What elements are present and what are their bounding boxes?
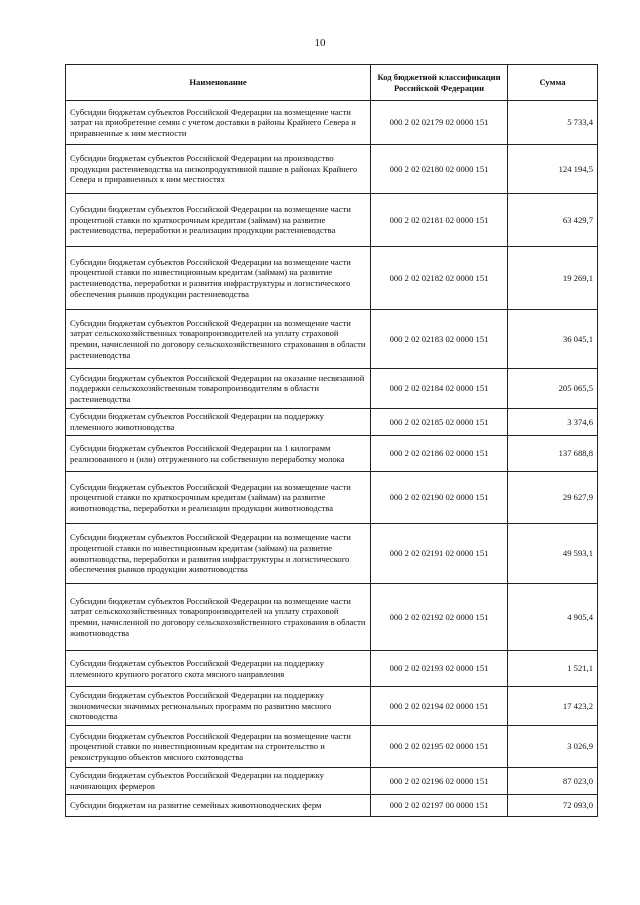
row-code: 000 2 02 02196 02 0000 151 <box>371 768 508 795</box>
budget-table <box>65 64 598 817</box>
table-row <box>66 795 598 817</box>
table-row <box>66 247 598 310</box>
table-row <box>66 726 598 768</box>
table-row <box>66 436 598 472</box>
column-header-name: Наименование <box>66 65 371 101</box>
row-code: 000 2 02 02190 02 0000 151 <box>371 472 508 524</box>
row-sum: 87 023,0 <box>508 768 598 795</box>
row-name: Субсидии бюджетам субъектов Российской Федерации на возмещение части процентной ставки по краткосрочным кредитам (займам) на развитие животноводства, переработки и реализации продукции животноводства <box>66 472 371 524</box>
row-name: Субсидии бюджетам субъектов Российской Федерации на поддержку начинающих фермеров <box>66 768 371 795</box>
row-code: 000 2 02 02182 02 0000 151 <box>371 247 508 310</box>
table-row <box>66 409 598 436</box>
row-sum: 29 627,9 <box>508 472 598 524</box>
row-sum: 124 194,5 <box>508 145 598 194</box>
table-row <box>66 584 598 651</box>
table-row <box>66 524 598 584</box>
table-row <box>66 472 598 524</box>
row-sum: 49 593,1 <box>508 524 598 584</box>
row-name: Субсидии бюджетам субъектов Российской Федерации на поддержку племенного животноводства <box>66 409 371 436</box>
row-sum: 63 429,7 <box>508 194 598 247</box>
row-name: Субсидии бюджетам субъектов Российской Федерации на оказание несвязанной поддержки сельскохозяйственным товаропроизводителям в области растениеводства <box>66 369 371 409</box>
row-code: 000 2 02 02191 02 0000 151 <box>371 524 508 584</box>
row-code: 000 2 02 02186 02 0000 151 <box>371 436 508 472</box>
row-sum: 4 905,4 <box>508 584 598 651</box>
row-name: Субсидии бюджетам субъектов Российской Федерации на производство продукции растениеводства на низкопродуктивной пашне в районах Крайнего Севера и приравненных к ним местностях <box>66 145 371 194</box>
row-code: 000 2 02 02181 02 0000 151 <box>371 194 508 247</box>
row-code: 000 2 02 02194 02 0000 151 <box>371 687 508 726</box>
row-sum: 205 065,5 <box>508 369 598 409</box>
row-sum: 5 733,4 <box>508 101 598 145</box>
table-row <box>66 369 598 409</box>
row-name: Субсидии бюджетам субъектов Российской Федерации на возмещение части затрат сельскохозяйственных товаропроизводителей на уплату страховой премии, начисленной по договору сельскохозяйственного страхования в области растениеводства <box>66 310 371 369</box>
row-name: Субсидии бюджетам субъектов Российской Федерации на поддержку племенного крупного рогатого скота мясного направления <box>66 651 371 687</box>
row-name: Субсидии бюджетам субъектов Российской Федерации на возмещение части затрат сельскохозяйственных товаропроизводителей на уплату страховой премии, начисленной по договору сельскохозяйственного страхования в области животноводства <box>66 584 371 651</box>
row-name: Субсидии бюджетам субъектов Российской Федерации на возмещение части процентной ставки по краткосрочным кредитам (займам) на развитие растениеводства, переработки и реализации продукции растениеводства <box>66 194 371 247</box>
table-row <box>66 651 598 687</box>
table-row <box>66 145 598 194</box>
column-header-sum: Сумма <box>508 65 598 101</box>
row-sum: 36 045,1 <box>508 310 598 369</box>
row-code: 000 2 02 02180 02 0000 151 <box>371 145 508 194</box>
row-sum: 19 269,1 <box>508 247 598 310</box>
row-sum: 3 026,9 <box>508 726 598 768</box>
table-row <box>66 768 598 795</box>
row-sum: 72 093,0 <box>508 795 598 817</box>
row-code: 000 2 02 02193 02 0000 151 <box>371 651 508 687</box>
page-number: 10 <box>314 37 326 49</box>
row-name: Субсидии бюджетам субъектов Российской Федерации на возмещение части процентной ставки по инвестиционным кредитам на строительство и реконструкцию объектов мясного скотоводства <box>66 726 371 768</box>
row-sum: 3 374,6 <box>508 409 598 436</box>
row-code: 000 2 02 02183 02 0000 151 <box>371 310 508 369</box>
row-code: 000 2 02 02195 02 0000 151 <box>371 726 508 768</box>
table-row <box>66 194 598 247</box>
row-name: Субсидии бюджетам субъектов Российской Федерации на возмещение части процентной ставки по инвестиционным кредитам (займам) на развитие животноводства, переработки и развития инфраструктуры и логистического обеспечения рынков продукции животноводства <box>66 524 371 584</box>
row-code: 000 2 02 02192 02 0000 151 <box>371 584 508 651</box>
row-name: Субсидии бюджетам субъектов Российской Федерации на возмещение части процентной ставки по инвестиционным кредитам (займам) на развитие растениеводства, переработки и развития инфраструктуры и логистического обеспечения рынков продукции растениеводства <box>66 247 371 310</box>
row-code: 000 2 02 02184 02 0000 151 <box>371 369 508 409</box>
table-header-row <box>66 65 598 101</box>
row-name: Субсидии бюджетам субъектов Российской Федерации на 1 килограмм реализованного и (или) отгруженного на собственную переработку молока <box>66 436 371 472</box>
row-name: Субсидии бюджетам субъектов Российской Федерации на возмещение части затрат на приобретение семян с учетом доставки в районы Крайнего Севера и приравненные к ним местности <box>66 101 371 145</box>
row-code: 000 2 02 02179 02 0000 151 <box>371 101 508 145</box>
row-code: 000 2 02 02197 00 0000 151 <box>371 795 508 817</box>
table-row <box>66 101 598 145</box>
row-sum: 17 423,2 <box>508 687 598 726</box>
column-header-code: Код бюджетной классификации Российской Федерации <box>371 65 508 101</box>
row-sum: 137 688,8 <box>508 436 598 472</box>
table-row <box>66 310 598 369</box>
row-code: 000 2 02 02185 02 0000 151 <box>371 409 508 436</box>
row-sum: 1 521,1 <box>508 651 598 687</box>
row-name: Субсидии бюджетам субъектов Российской Федерации на поддержку экономически значимых региональных программ по развитию мясного скотоводства <box>66 687 371 726</box>
table-row <box>66 687 598 726</box>
row-name: Субсидии бюджетам на развитие семейных животноводческих ферм <box>66 795 371 817</box>
